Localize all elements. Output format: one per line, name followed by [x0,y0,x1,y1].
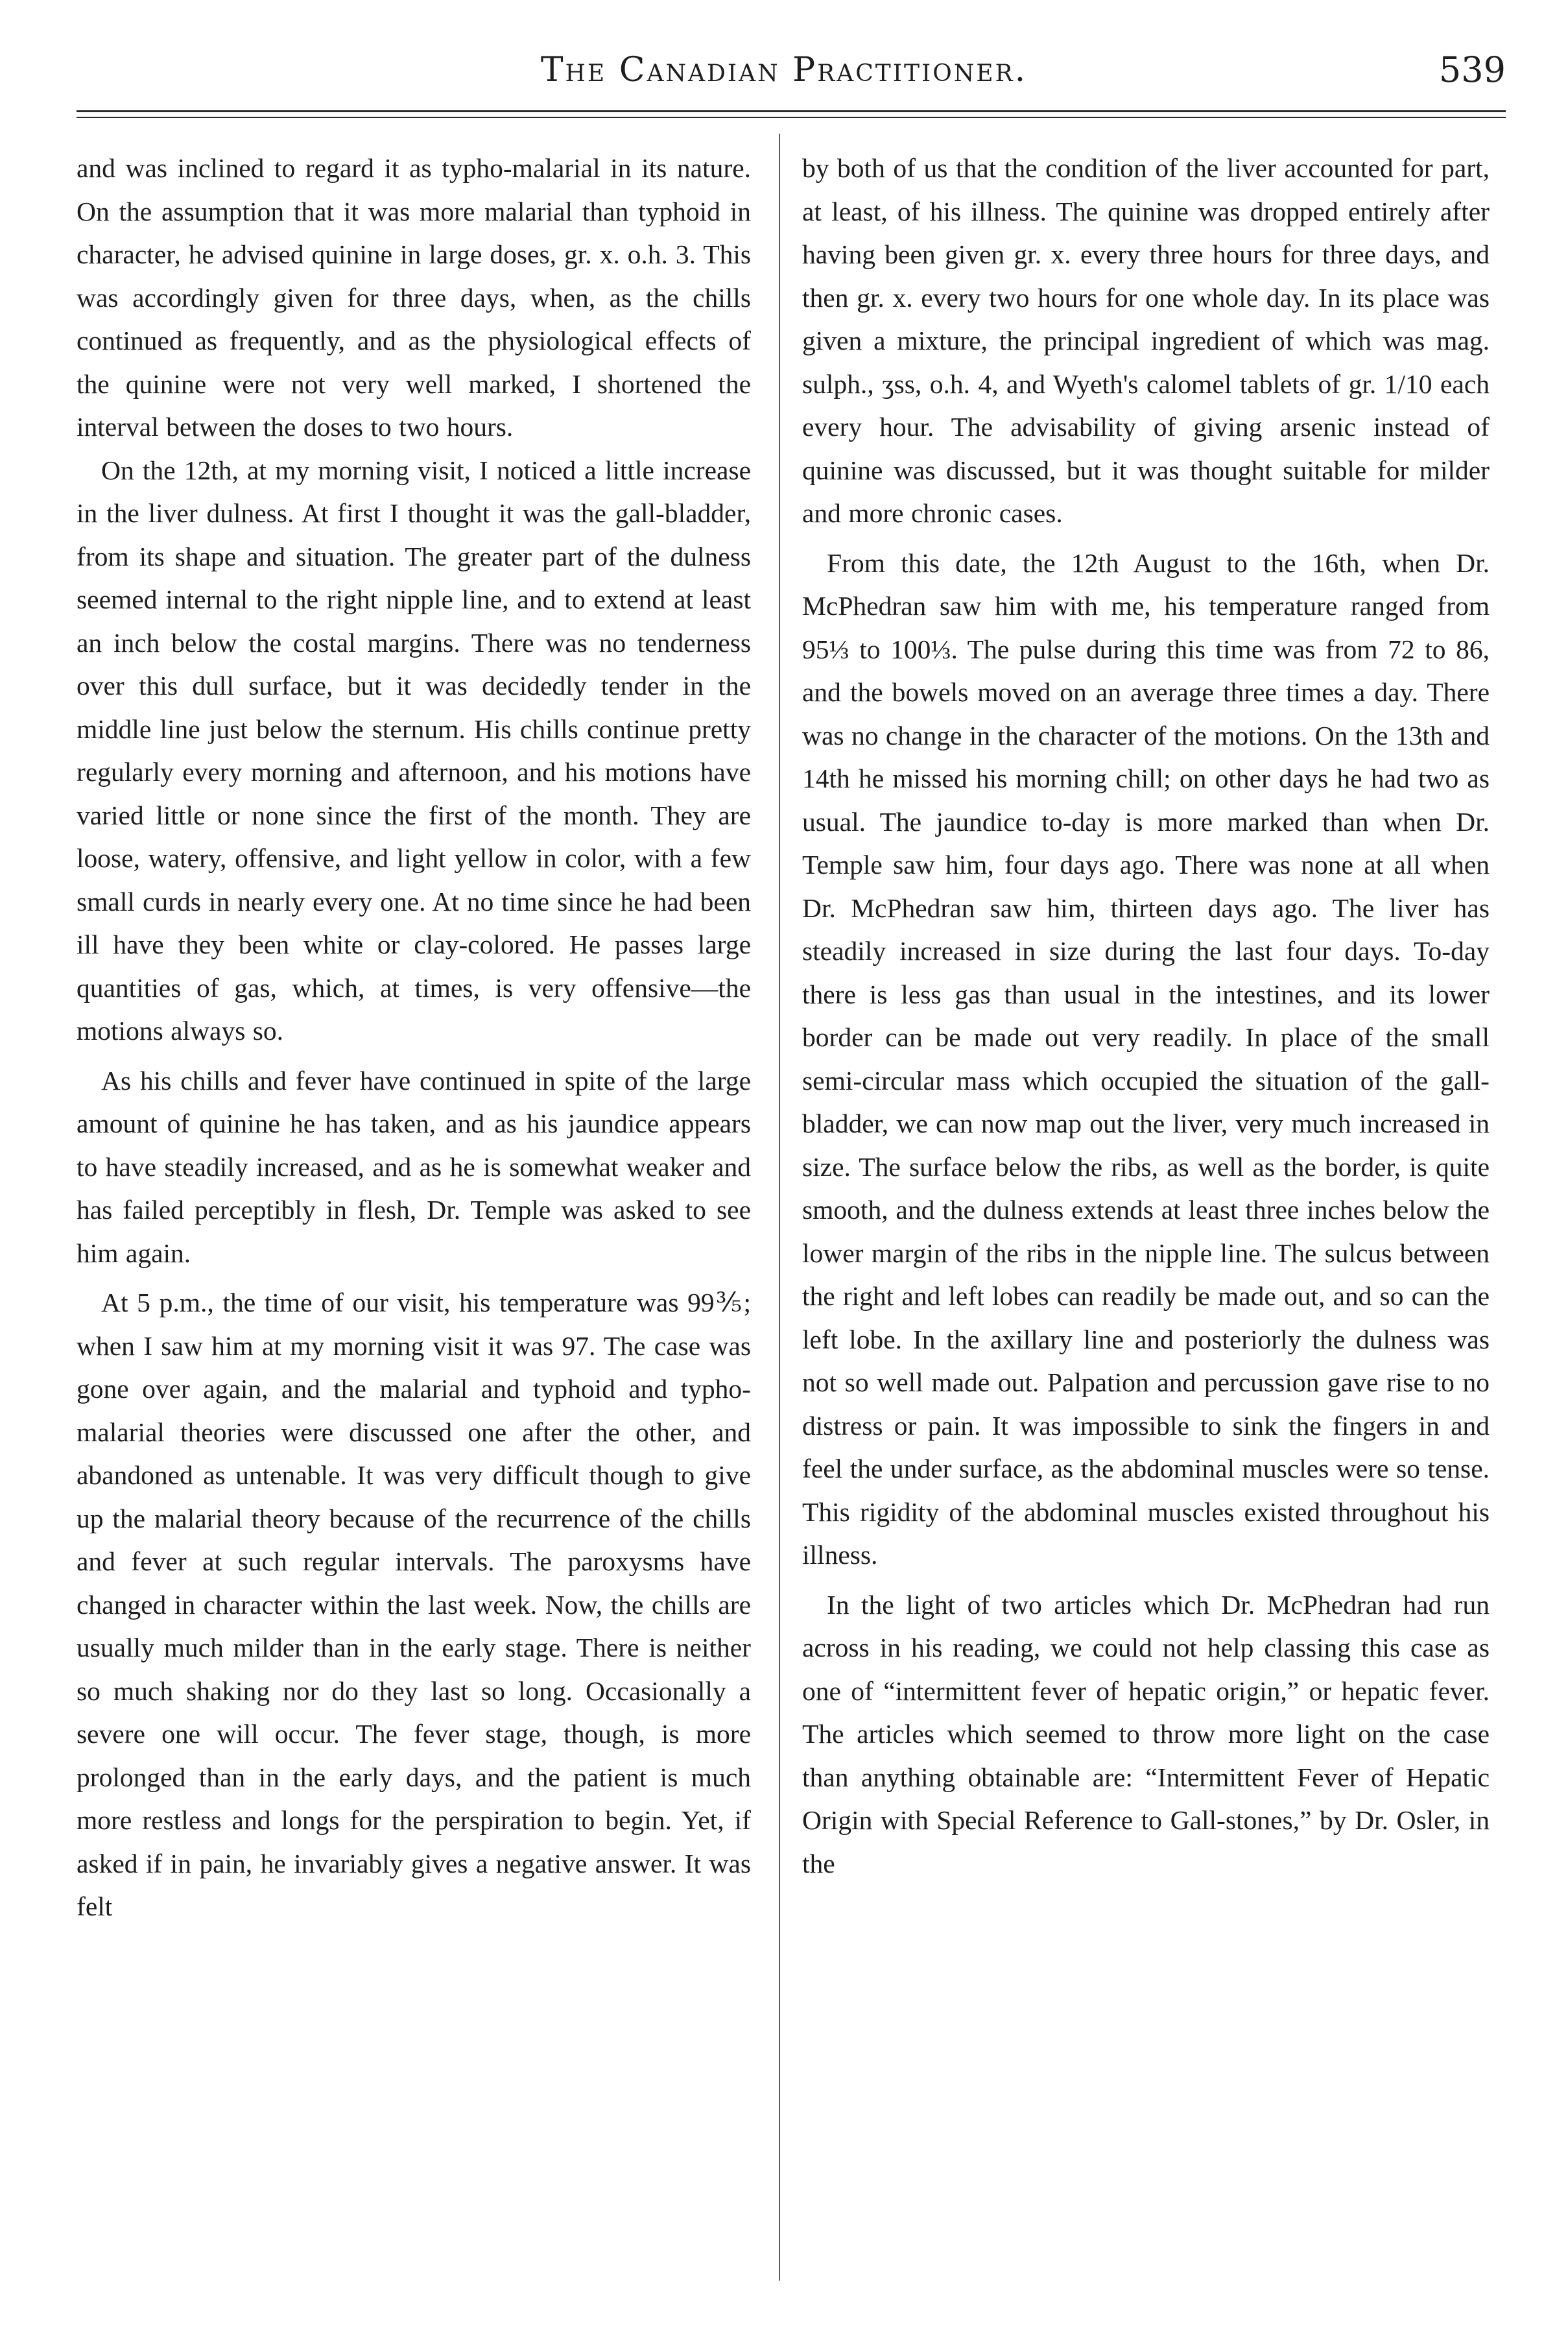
paragraph: In the light of two articles which Dr. McPhedran had run across in his reading, we could not help classing this case as one of “intermittent fever of hepatic origin,” or hepatic fever. The articles which seemed to throw more light on the case than anything obtainable are: “Intermittent Fever of Hepatic Origin with Special Reference to Gall-stones,” by Dr. Osler, in the [802,1589,1490,1878]
paragraph: As his chills and fever have continued in spite of the large amount of quinine he has taken, and as his jaundice appears to have steadily increased, and as he is somewhat weaker and has failed perceptibly in flesh, Dr. Temple was asked to see him again. [77,1065,751,1268]
column-divider [779,134,780,2281]
header-rule-thin [77,117,1506,118]
paragraph: On the 12th, at my morning visit, I noticed a little increase in the liver dulness. At first I thought it was the gall-bladder, from its shape and situation. The greater part of the dulness seemed internal to the right nipple line, and to extend at least an inch below the costal margins. There was no tenderness over this dull surface, but it was decidedly tender in the middle line just below the sternum. His chills continue pretty regularly every morning and afternoon, and his motions have varied little or none since the first of the month. They are loose, watery, offensive, and light yellow in color, with a few small curds in nearly every one. At no time since he had been ill have they been white or clay-colored. He passes large quantities of gas, which, at times, is very offensive—the motions always so. [77,455,751,1046]
page-number: 539 [1438,49,1506,90]
paragraph: and was inclined to regard it as typho-malarial in its nature. On the assumption that it was more malarial than typhoid in character, he advised quinine in large doses, gr. x. o.h. 3. This was accordingly given for three days, when, as the chills continued as frequently, and as the physiological effects of the quinine were not very well marked, I shortened the interval between the doses to two hours. [77,153,751,442]
header-rule-thick [77,110,1506,112]
paragraph: At 5 p.m., the time of our visit, his temperature was 99⅗; when I saw him at my morning visit it was 97. The case was gone over again, and the malarial and typhoid and typho-malarial theories were discussed one after the other, and abandoned as untenable. It was very difficult though to give up the malarial theory because of the recurrence of the chills and fever at such regular intervals. The paroxysms have changed in character within the last week. Now, the chills are usually much milder than in the early stage. There is neither so much shaking nor do they last so long. Occasionally a severe one will occur. The fever stage, though, is more prolonged than in the early days, and the patient is much more restless and longs for the perspiration to begin. Yet, if asked if in pain, he invariably gives a negative answer. It was felt [77,1288,751,1921]
paragraph: From this date, the 12th August to the 16th, when Dr. McPhedran saw him with me, his temperature ranged from 95⅓ to 100⅓. The pulse during this time was from 72 to 86, and the bowels moved on an average three times a day. There was no change in the character of the motions. On the 13th and 14th he missed his morning chill; on other days he had two as usual. The jaundice to-day is more marked than when Dr. Temple saw him, four days ago. There was none at all when Dr. McPhedran saw him, thirteen days ago. The liver has steadily increased in size during the last four days. To-day there is less gas than usual in the intestines, and its lower border can be made out very readily. In place of the small semi-circular mass which occupied the situation of the gall-bladder, we can now map out the liver, very much increased in size. The surface below the ribs, as well as the border, is quite smooth, and the dulness extends at least three inches below the lower margin of the ribs in the nipple line. The sulcus between the right and left lobes can readily be made out, and so can the left lobe. In the axillary line and posteriorly the dulness was not so well made out. Palpation and percussion gave rise to no distress or pain. It was impossible to sink the fingers in and feel the under surface, as the abdominal muscles were so tense. This rigidity of the abdominal muscles existed throughout his illness. [802,547,1490,1570]
left-column [77,147,751,1928]
right-column [802,147,1490,1885]
running-title: The Canadian Practitioner. [540,51,1028,90]
paragraph: by both of us that the condition of the liver accounted for part, at least, of his illness. The quinine was dropped entirely after having been given gr. x. every three hours for three days, and then gr. x. every two hours for one whole day. In its place was given a mixture, the principal ingredient of which was mag. sulph., ʒss, o.h. 4, and Wyeth's calomel tablets of gr. 1/10 each every hour. The advisability of giving arsenic instead of quinine was discussed, but it was thought suitable for milder and more chronic cases. [802,153,1490,528]
